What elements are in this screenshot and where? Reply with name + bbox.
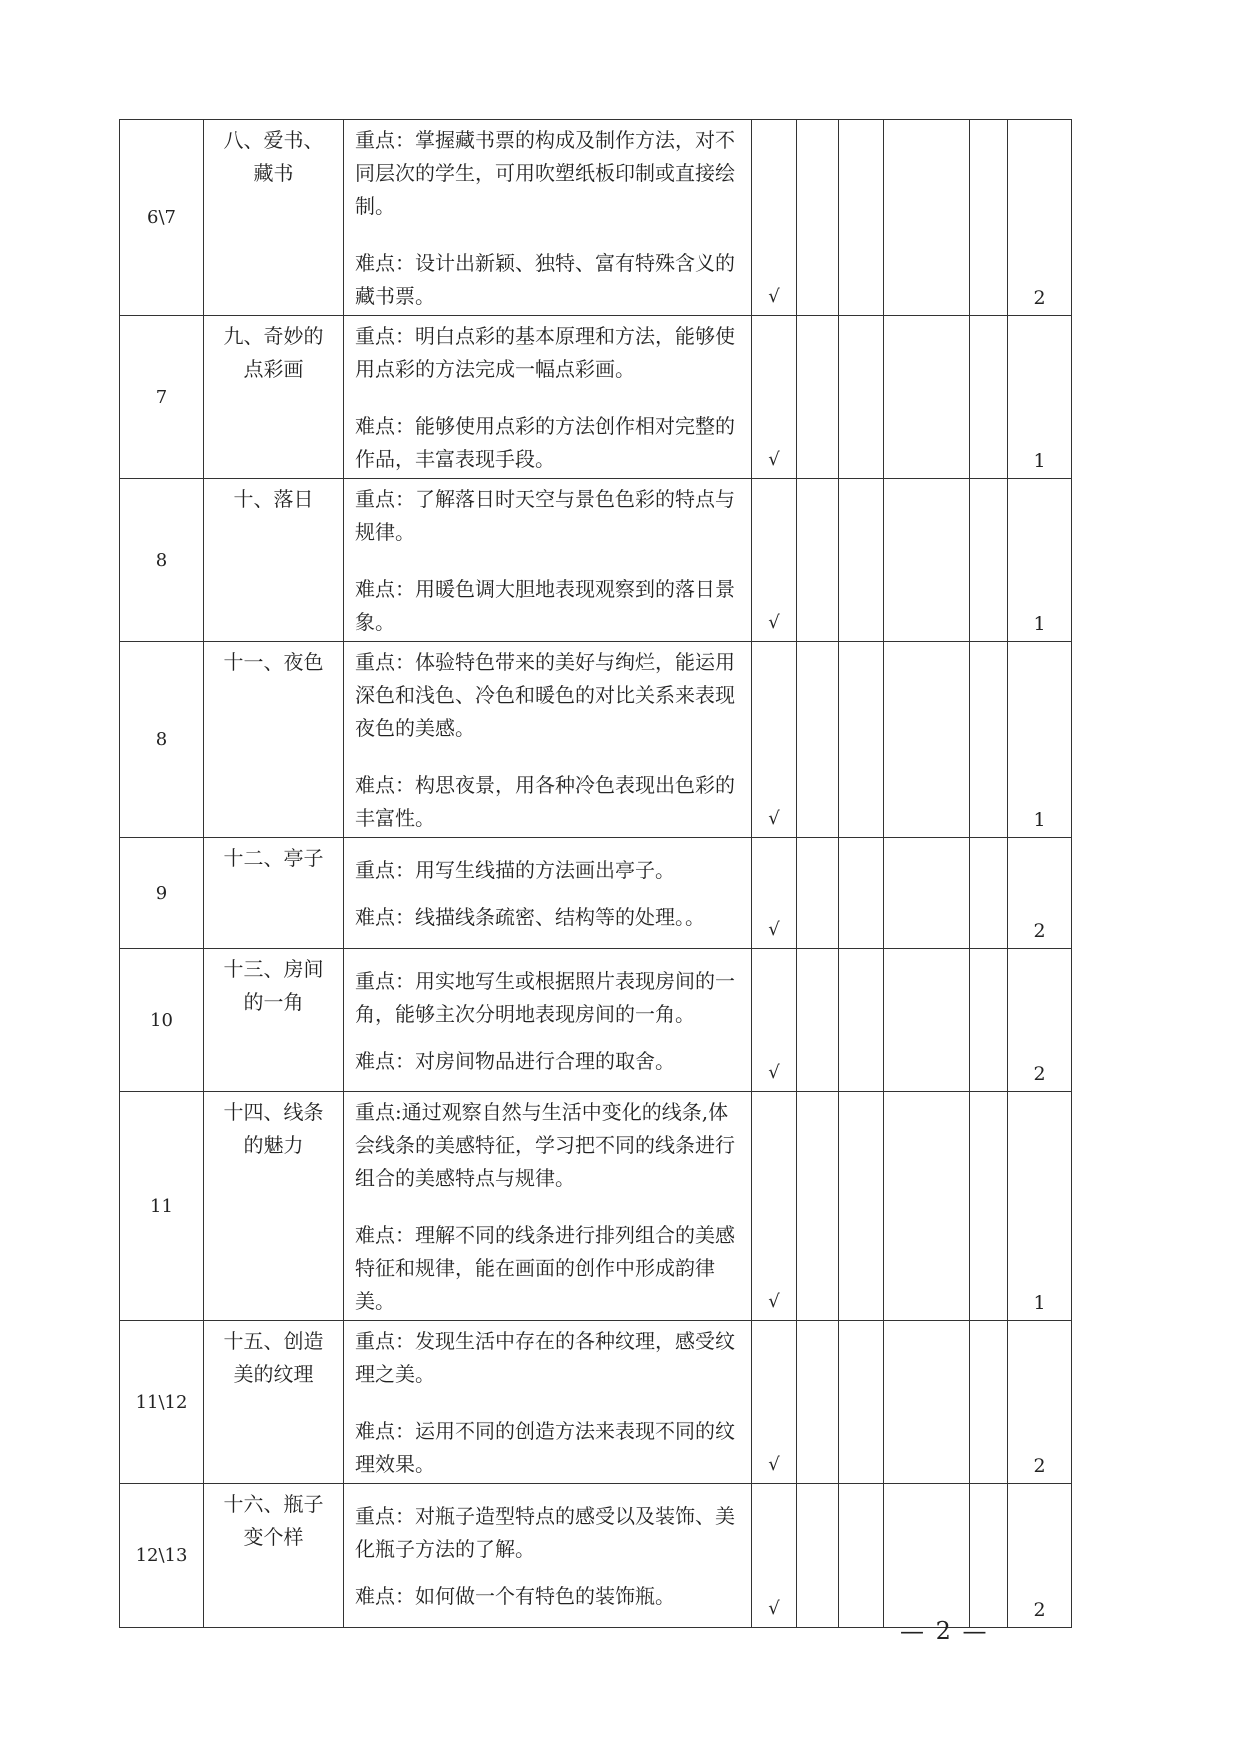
empty-cell: [839, 316, 884, 479]
empty-cell: [797, 1484, 839, 1628]
lesson-cell: [204, 949, 344, 1092]
difficulty-text: 难点：运用不同的创造方法来表现不同的纹理效果。: [355, 1419, 735, 1476]
lesson-title: 十五、创造美的纹理: [223, 1329, 324, 1386]
empty-cell: [839, 949, 884, 1092]
empty-cell: [797, 949, 839, 1092]
key-point-text: 重点：用写生线描的方法画出亭子。: [355, 858, 675, 882]
content-cell: [344, 316, 752, 479]
difficulty-text: 难点：能够使用点彩的方法创作相对完整的作品，丰富表现手段。: [355, 414, 735, 471]
empty-cell: [970, 1092, 1008, 1321]
check-mark: √: [752, 479, 797, 642]
check-mark: √: [752, 120, 797, 316]
hours-cell: 1: [1008, 479, 1072, 642]
empty-cell: [884, 1092, 970, 1321]
table-row: [120, 949, 1072, 1092]
check-mark: √: [752, 1321, 797, 1484]
table-row: [120, 316, 1072, 479]
lesson-title: 九、奇妙的点彩画: [223, 324, 324, 381]
table-row: [120, 838, 1072, 949]
key-point-text: 重点：体验特色带来的美好与绚烂，能运用深色和浅色、冷色和暖色的对比关系来表现夜色的美感。: [355, 650, 735, 740]
week-cell: 10: [120, 949, 204, 1092]
week-cell: 11: [120, 1092, 204, 1321]
empty-cell: [884, 316, 970, 479]
empty-cell: [797, 642, 839, 838]
hours-cell: 2: [1008, 1321, 1072, 1484]
key-point-text: 重点：了解落日时天空与景色色彩的特点与规律。: [355, 487, 735, 544]
empty-cell: [884, 1484, 970, 1628]
empty-cell: [970, 838, 1008, 949]
week-cell: 9: [120, 838, 204, 949]
content-cell: [344, 642, 752, 838]
empty-cell: [970, 1321, 1008, 1484]
content-cell: [344, 1092, 752, 1321]
page-number: — 2 —: [900, 1617, 989, 1645]
check-mark: √: [752, 1092, 797, 1321]
lesson-cell: [204, 316, 344, 479]
empty-cell: [884, 479, 970, 642]
week-cell: 7: [120, 316, 204, 479]
hours-cell: 2: [1008, 838, 1072, 949]
empty-cell: [839, 1484, 884, 1628]
empty-cell: [884, 949, 970, 1092]
hours-cell: 1: [1008, 642, 1072, 838]
empty-cell: [970, 120, 1008, 316]
difficulty-text: 难点：如何做一个有特色的装饰瓶。: [355, 1584, 675, 1608]
week-cell: 8: [120, 479, 204, 642]
content-cell: [344, 1321, 752, 1484]
difficulty-text: 难点：理解不同的线条进行排列组合的美感特征和规律，能在画面的创作中形成韵律美。: [355, 1223, 735, 1313]
empty-cell: [839, 1092, 884, 1321]
content-cell: [344, 949, 752, 1092]
content-cell: [344, 1484, 752, 1628]
content-cell: [344, 479, 752, 642]
table-row: [120, 1092, 1072, 1321]
table-row: [120, 642, 1072, 838]
hours-cell: 2: [1008, 1484, 1072, 1628]
empty-cell: [797, 479, 839, 642]
week-cell: 12\13: [120, 1484, 204, 1628]
key-point-text: 重点：用实地写生或根据照片表现房间的一角，能够主次分明地表现房间的一角。: [355, 969, 735, 1026]
difficulty-text: 难点：设计出新颖、独特、富有特殊含义的藏书票。: [355, 251, 735, 308]
lesson-title: 十四、线条的魅力: [223, 1100, 324, 1157]
empty-cell: [839, 120, 884, 316]
key-point-text: 重点：明白点彩的基本原理和方法，能够使用点彩的方法完成一幅点彩画。: [355, 324, 735, 381]
difficulty-text: 难点：用暖色调大胆地表现观察到的落日景象。: [355, 577, 735, 634]
lesson-cell: [204, 642, 344, 838]
lesson-cell: [204, 1484, 344, 1628]
empty-cell: [839, 1321, 884, 1484]
check-mark: √: [752, 838, 797, 949]
key-point-text: 重点：发现生活中存在的各种纹理，感受纹理之美。: [355, 1329, 735, 1386]
empty-cell: [970, 1484, 1008, 1628]
empty-cell: [884, 1321, 970, 1484]
table-row: [120, 479, 1072, 642]
key-point-text: 重点：对瓶子造型特点的感受以及装饰、美化瓶子方法的了解。: [355, 1504, 735, 1561]
empty-cell: [884, 642, 970, 838]
hours-cell: 2: [1008, 120, 1072, 316]
empty-cell: [970, 642, 1008, 838]
difficulty-text: 难点：构思夜景，用各种冷色表现出色彩的丰富性。: [355, 773, 735, 830]
empty-cell: [884, 120, 970, 316]
empty-cell: [839, 838, 884, 949]
table-row: [120, 1321, 1072, 1484]
empty-cell: [884, 838, 970, 949]
empty-cell: [797, 316, 839, 479]
content-cell: [344, 838, 752, 949]
lesson-title: 十六、瓶子变个样: [223, 1492, 324, 1549]
lesson-cell: [204, 120, 344, 316]
check-mark: √: [752, 949, 797, 1092]
table-row: [120, 120, 1072, 316]
hours-cell: 1: [1008, 316, 1072, 479]
key-point-text: 重点:通过观察自然与生活中变化的线条,体会线条的美感特征，学习把不同的线条进行组合的美感特点与规律。: [355, 1100, 735, 1190]
table-row: [120, 1484, 1072, 1628]
empty-cell: [839, 642, 884, 838]
content-cell: [344, 120, 752, 316]
check-mark: √: [752, 1484, 797, 1628]
week-cell: 8: [120, 642, 204, 838]
lesson-cell: [204, 479, 344, 642]
empty-cell: [797, 120, 839, 316]
hours-cell: 2: [1008, 949, 1072, 1092]
difficulty-text: 难点：线描线条疏密、结构等的处理。。: [355, 905, 705, 929]
week-cell: 6\7: [120, 120, 204, 316]
difficulty-text: 难点：对房间物品进行合理的取舍。: [355, 1049, 675, 1073]
lesson-title: 十一、夜色: [223, 650, 324, 674]
key-point-text: 重点：掌握藏书票的构成及制作方法，对不同层次的学生，可用吹塑纸板印制或直接绘制。: [355, 128, 735, 218]
empty-cell: [797, 1321, 839, 1484]
empty-cell: [797, 838, 839, 949]
empty-cell: [970, 479, 1008, 642]
lesson-title: 十二、亭子: [223, 846, 324, 870]
lesson-title: 十三、房间的一角: [223, 957, 324, 1014]
empty-cell: [970, 316, 1008, 479]
empty-cell: [797, 1092, 839, 1321]
lesson-title: 八、爱书、藏书: [223, 128, 324, 185]
lesson-title: 十、落日: [233, 487, 314, 511]
week-cell: 11\12: [120, 1321, 204, 1484]
teaching-plan-table: [119, 119, 1072, 1628]
check-mark: √: [752, 316, 797, 479]
empty-cell: [839, 479, 884, 642]
lesson-cell: [204, 1092, 344, 1321]
hours-cell: 1: [1008, 1092, 1072, 1321]
empty-cell: [970, 949, 1008, 1092]
lesson-cell: [204, 1321, 344, 1484]
check-mark: √: [752, 642, 797, 838]
lesson-cell: [204, 838, 344, 949]
